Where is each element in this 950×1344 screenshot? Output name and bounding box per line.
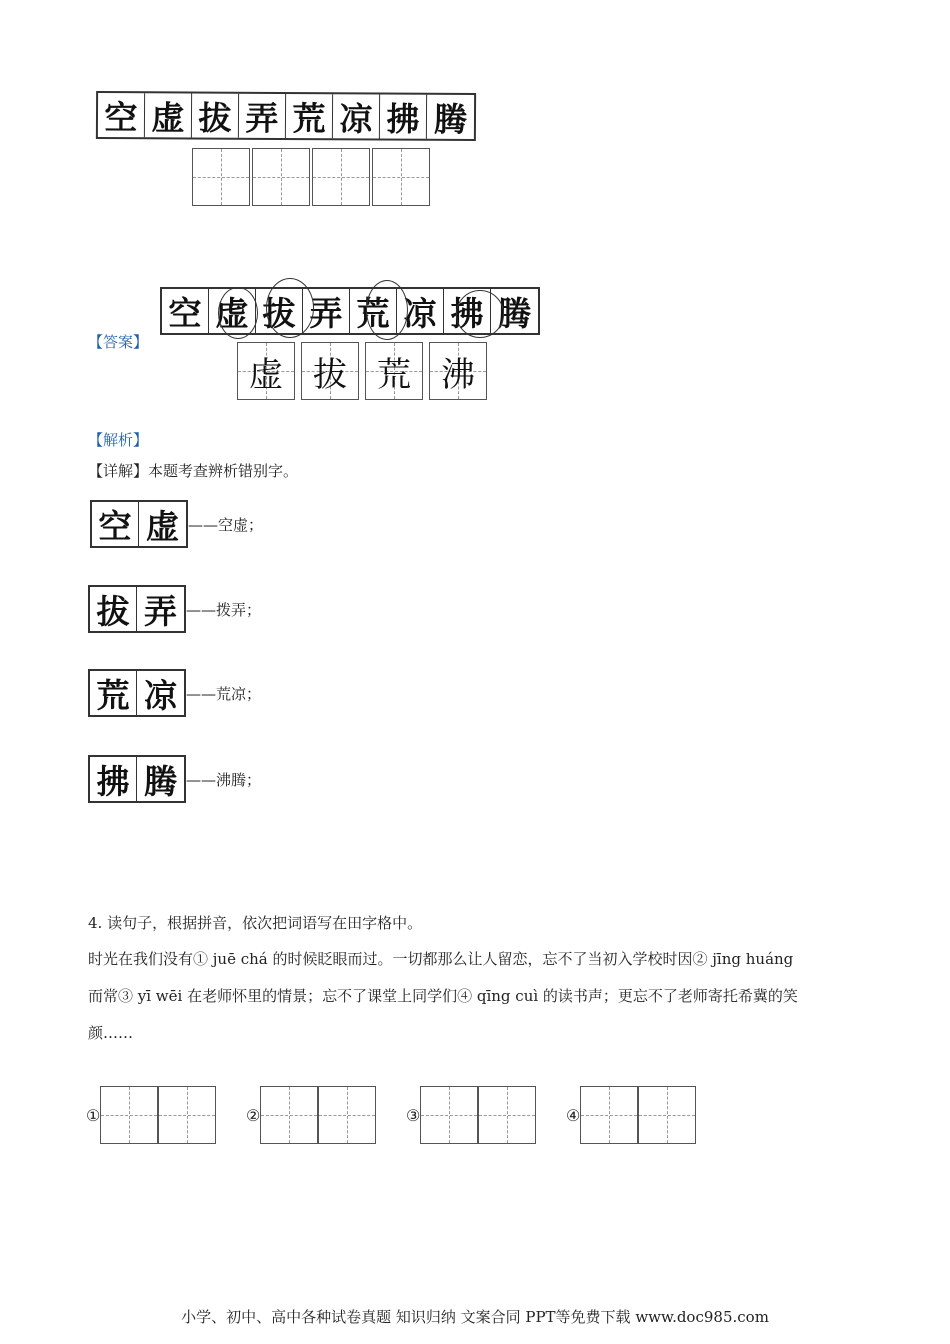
pair-strip [88,755,186,803]
error-circle [366,280,408,340]
question4-paragraph-line: 而常③ yī wēi 在老师怀里的情景；忘不了课堂上同学们④ qīng cuì 的读书声；更忘不了老师寄托希冀的笑 [88,987,798,1005]
tianzige-box[interactable] [260,1086,318,1144]
tianzige-box[interactable] [158,1086,216,1144]
page-footer: 小学、初中、高中各种试卷真题 知识归纳 文案合同 PPT等免费下载 www.doc985.com [181,1308,769,1326]
tianzige-box[interactable] [100,1086,158,1144]
answer-char: 拔 [313,354,347,395]
pair-strip [88,585,186,633]
answer-label: 【答案】 [88,333,149,351]
pair-row [88,669,261,717]
error-circle [218,287,258,339]
tianzige-box [429,342,487,400]
error-circle [266,278,314,338]
tianzige-box [237,342,295,400]
pair-note: ——荒凉； [186,684,262,703]
answer-char: 沸 [441,354,475,395]
pair-row [88,585,261,633]
strip-char: 腾 [433,99,468,139]
strip-char: 拔 [256,289,303,333]
tianzige-box[interactable] [638,1086,696,1144]
q4-answer-group [406,1086,536,1144]
q4-number: ① [86,1105,101,1125]
strip-char: 凉 [397,289,444,333]
strip-char: 弄 [303,289,350,333]
strip-char: 拔 [192,94,239,138]
tianzige-box [301,342,359,400]
pair-note: ——拨弄； [186,600,262,619]
pair-char: 弄 [144,591,177,631]
tianzige-box[interactable] [372,148,430,206]
answer-grid-row [237,342,489,400]
pair-note: ——空虚； [188,515,264,534]
strip-char: 腾 [498,293,531,333]
tianzige-box[interactable] [252,148,310,206]
strip-char: 荒 [350,289,397,333]
pair-char: 荒 [90,671,137,715]
tianzige-box[interactable] [192,148,250,206]
strip-char: 荒 [286,94,333,138]
tianzige-box[interactable] [312,148,370,206]
question4-paragraph-line: 时光在我们没有① juē chá 的时候眨眼而过。一切都那么让人留恋，忘不了当初入学校时因② jīng huáng [88,950,794,968]
pair-char: 腾 [144,761,177,801]
q4-number: ④ [566,1105,581,1125]
tianzige-box[interactable] [318,1086,376,1144]
tianzige-box [365,342,423,400]
strip-char: 虚 [209,289,256,333]
pair-char: 虚 [146,506,179,546]
pair-row [90,500,263,548]
strip-char: 弄 [239,94,286,138]
tianzige-box[interactable] [478,1086,536,1144]
q4-number: ③ [406,1105,421,1125]
answer-char: 虚 [249,354,283,395]
strip-char: 虚 [145,93,192,137]
error-circle [456,290,504,338]
strip-char: 拂 [380,94,427,138]
answer-char: 荒 [377,354,411,395]
strip-char: 凉 [333,94,380,138]
pair-char: 拔 [90,587,137,631]
strip-char: 拂 [444,289,491,333]
tianzige-box[interactable] [580,1086,638,1144]
word-strip [96,91,476,141]
pair-note: ——沸腾； [186,770,262,789]
pair-char: 空 [92,502,139,546]
q4-answer-group [86,1086,216,1144]
q4-answer-group [246,1086,376,1144]
detail-text: 【详解】本题考查辨析错别字。 [88,462,299,480]
tianzige-box[interactable] [420,1086,478,1144]
pair-strip [88,669,186,717]
q4-answer-group [566,1086,696,1144]
pair-char: 凉 [144,675,177,715]
q4-number: ② [246,1105,261,1125]
empty-grid-row [192,148,432,206]
strip-char: 空 [98,93,145,137]
question4-paragraph-line: 颜…… [88,1024,134,1042]
pair-strip [90,500,188,548]
pair-char: 拂 [90,757,137,801]
question4-prompt: 4. 读句子，根据拼音，依次把词语写在田字格中。 [88,914,423,932]
analysis-label: 【解析】 [88,431,149,449]
pair-row [88,755,261,803]
strip-char: 空 [162,289,209,333]
